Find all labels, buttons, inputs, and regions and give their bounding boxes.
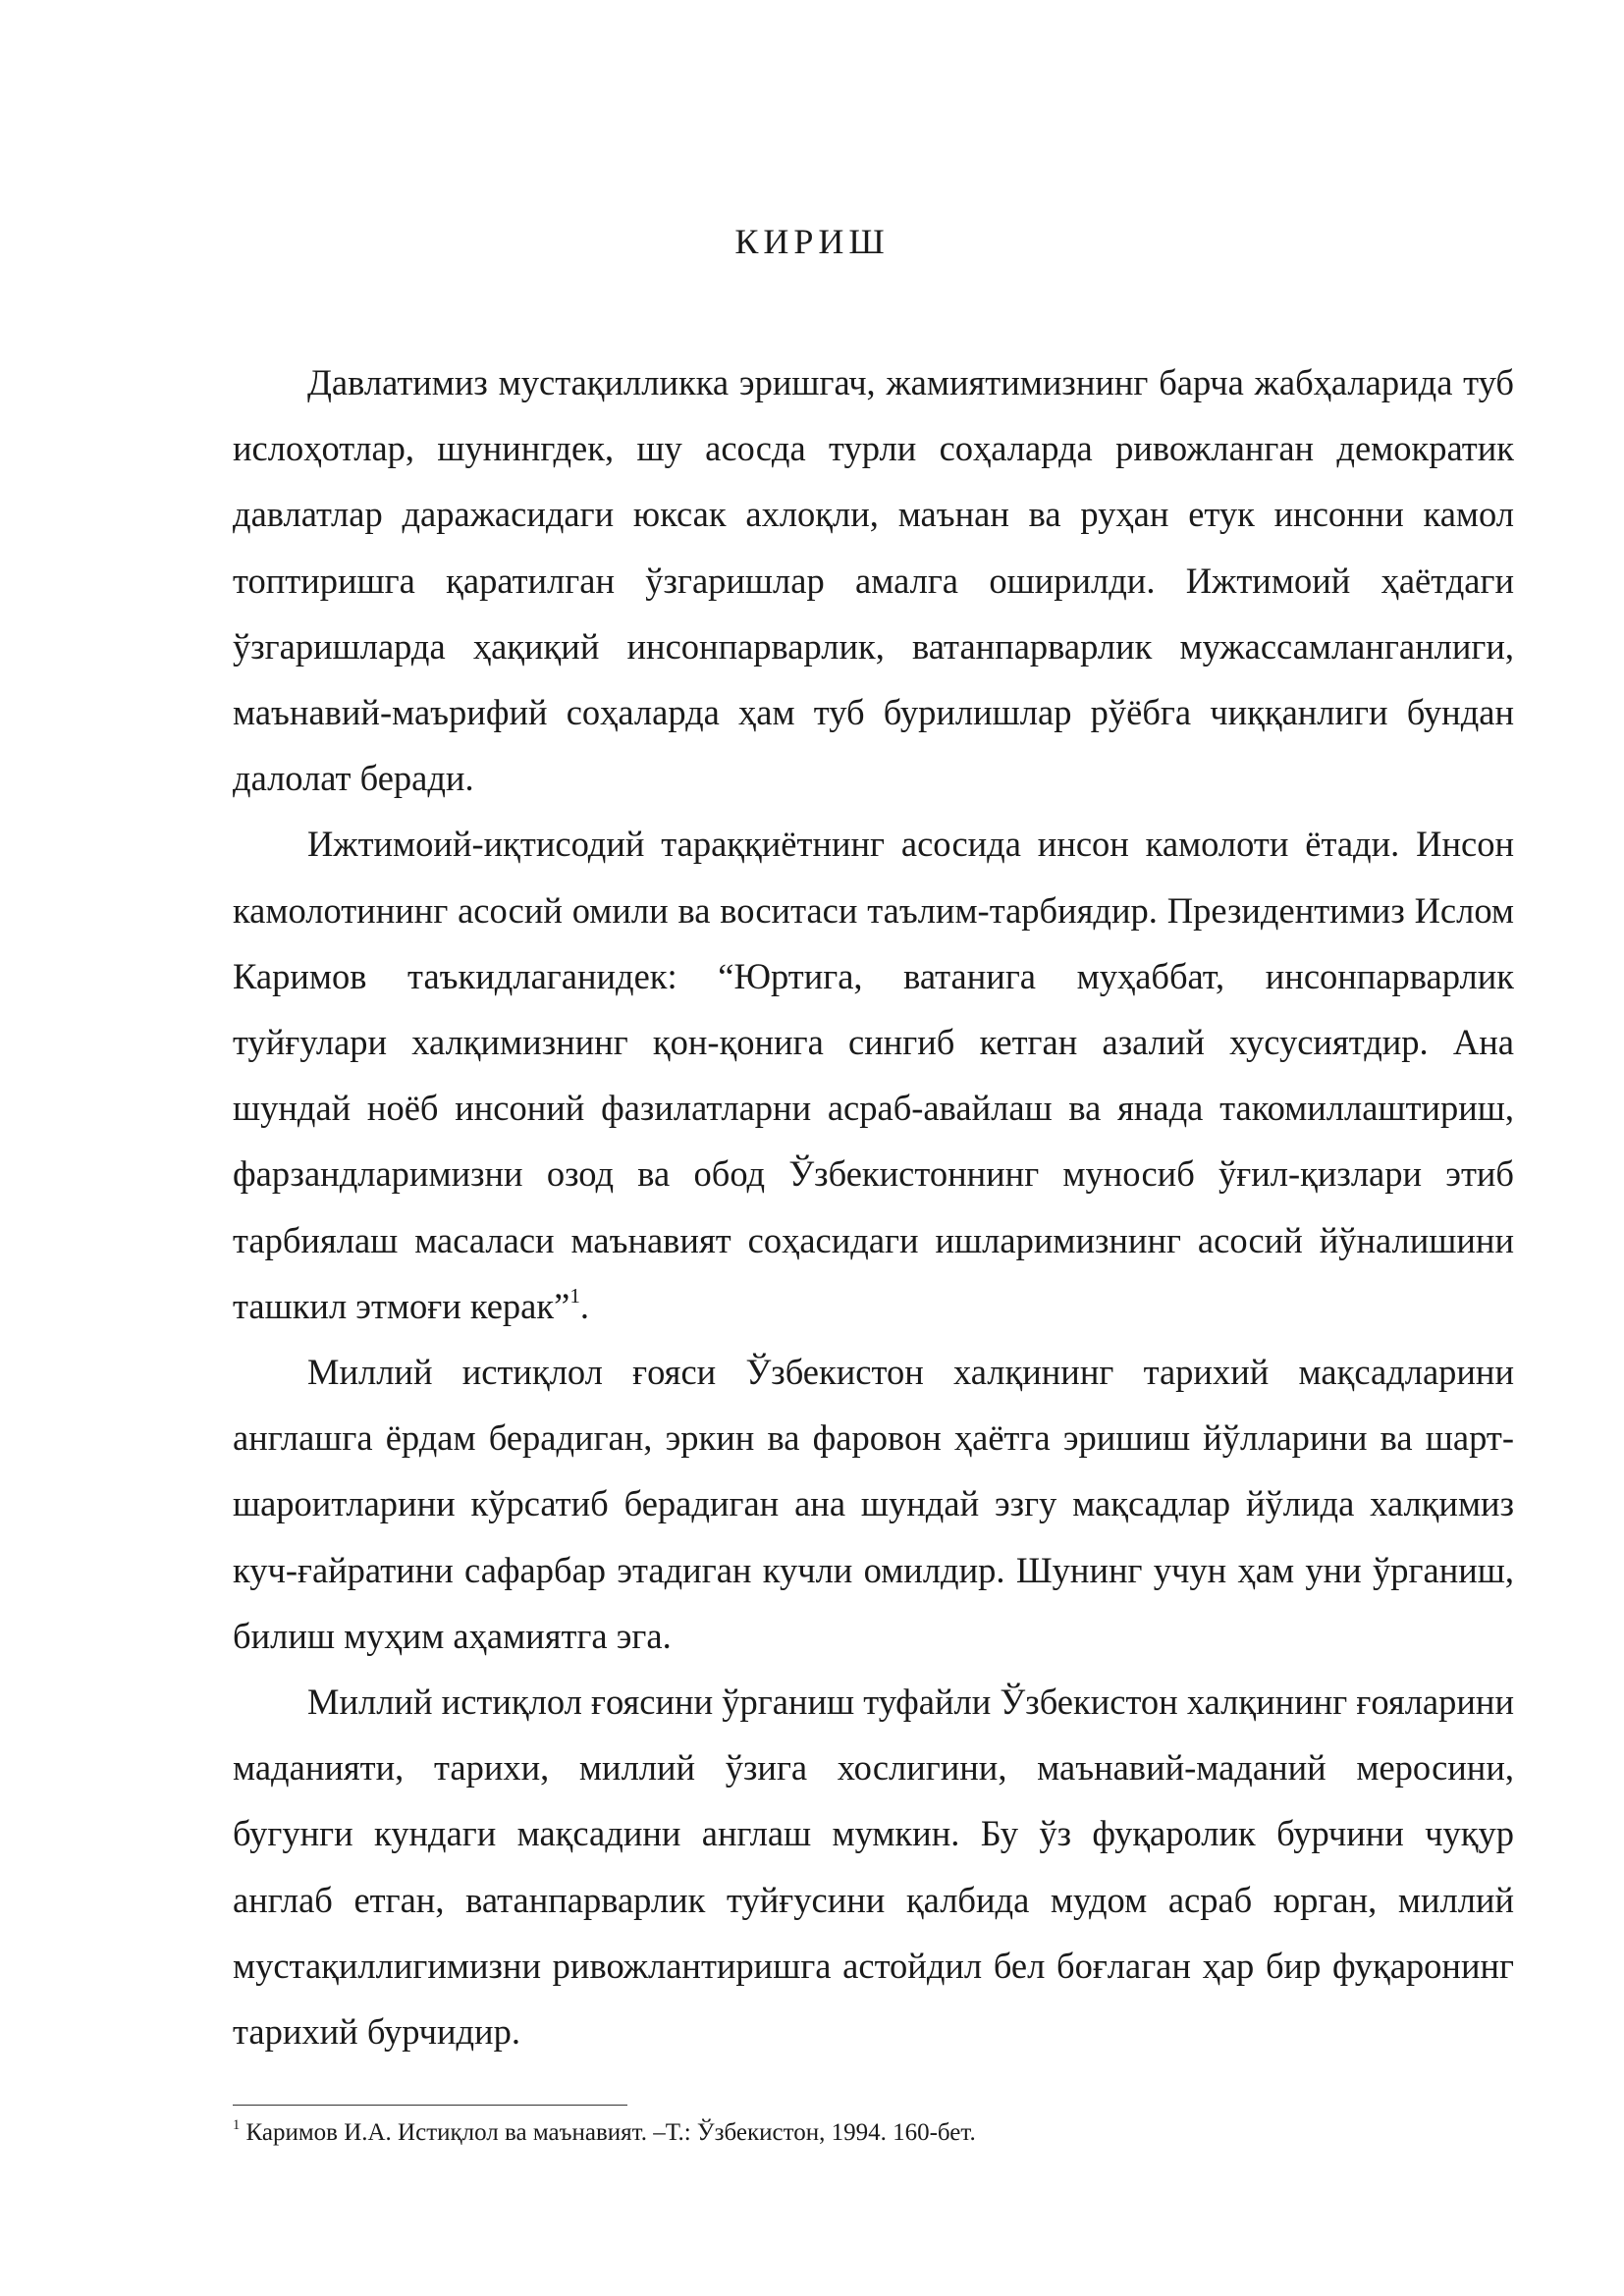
paragraph-3-text: Миллий истиқлол ғояси Ўзбекистон халқининг тарихий мақсадларини англашга ёрдам берадиган, эркин ва фаровон ҳаётга эришиш йўлларини ва шарт-шароитларини кўрсатиб берадиган ана шундай эзгу мақсадлар йўлида халқимиз куч-ғайратини сафарбар этадиган кучли омилдир. Шунинг учун ҳам уни ўрганиш, билиш муҳим аҳамиятга эга.: [233, 1352, 1514, 1656]
paragraph-4: [233, 1669, 1514, 2064]
body-text: [233, 349, 1514, 2064]
paragraph-4-text: Миллий истиқлол ғоясини ўрганиш туфайли Ўзбекистон халқининг ғояларини маданияти, тарихи, миллий ўзига хослигини, маънавий-маданий меросини, бугунги кундаги мақсадини англаш мумкин. Бу ўз фуқаролик бурчини чуқур англаб етган, ватанпарварлик туйғусини қалбида мудом асраб юрган, миллий мустақиллигимизни ривожлантиришга астойдил бел боғлаган ҳар бир фуқаронинг тарихий бурчидир.: [233, 1682, 1514, 2053]
paragraph-1-text: Давлатимиз мустақилликка эришгач, жамиятимизнинг барча жабҳаларида туб ислоҳотлар, шунингдек, шу асосда турли соҳаларда ривожланган демократик давлатлар даражасидаги юксак ахлоқли, маънан ва руҳан етук инсонни камол топтиришга қаратилган ўзгаришлар амалга оширилди. Ижтимоий ҳаётдаги ўзгаришларда ҳақиқий инсонпарварлик, ватанпарварлик мужассамланганлиги, маънавий-маърифий соҳаларда ҳам туб бурилишлар рўёбга чиққанлиги бундан далолат беради.: [233, 362, 1514, 799]
footnote-reference[interactable]: 1: [569, 1283, 580, 1308]
footnote-number: 1: [233, 2116, 241, 2133]
paragraph-3: [233, 1339, 1514, 1669]
page-title: КИРИШ: [734, 222, 890, 261]
footnote-text: Каримов И.А. Истиқлол ва маънавият. –Т.: Ўзбекистон, 1994. 160-бет.: [240, 2119, 976, 2146]
paragraph-2-text: Ижтимоий-иқтисодий тараққиётнинг асосида инсон камолоти ётади. Инсон камолотининг асосий омили ва воситаси таълим-тарбиядир. Президентимиз Ислом Каримов таъкидлаганидек: “Юртига, ватанига муҳаббат, инсонпарварлик туйғулари халқимизнинг қон-қонига сингиб кетган азалий хусусиятдир. Ана шундай ноёб инсоний фазилатларни асраб-авайлаш ва янада такомиллаштириш, фарзандларимизни озод ва обод Ўзбекистоннинг муносиб ўғил-қизлари этиб тарбиялаш масаласи маънавият соҳасидаги ишларимизнинг асосий йўналишини ташкил этмоғи керак”: [233, 824, 1514, 1326]
paragraph-2-tail: .: [579, 1285, 590, 1326]
footnote: [233, 2116, 1514, 2150]
paragraph-2: [233, 811, 1514, 1339]
paragraph-1: [233, 349, 1514, 811]
footnote-divider: [233, 2105, 627, 2106]
